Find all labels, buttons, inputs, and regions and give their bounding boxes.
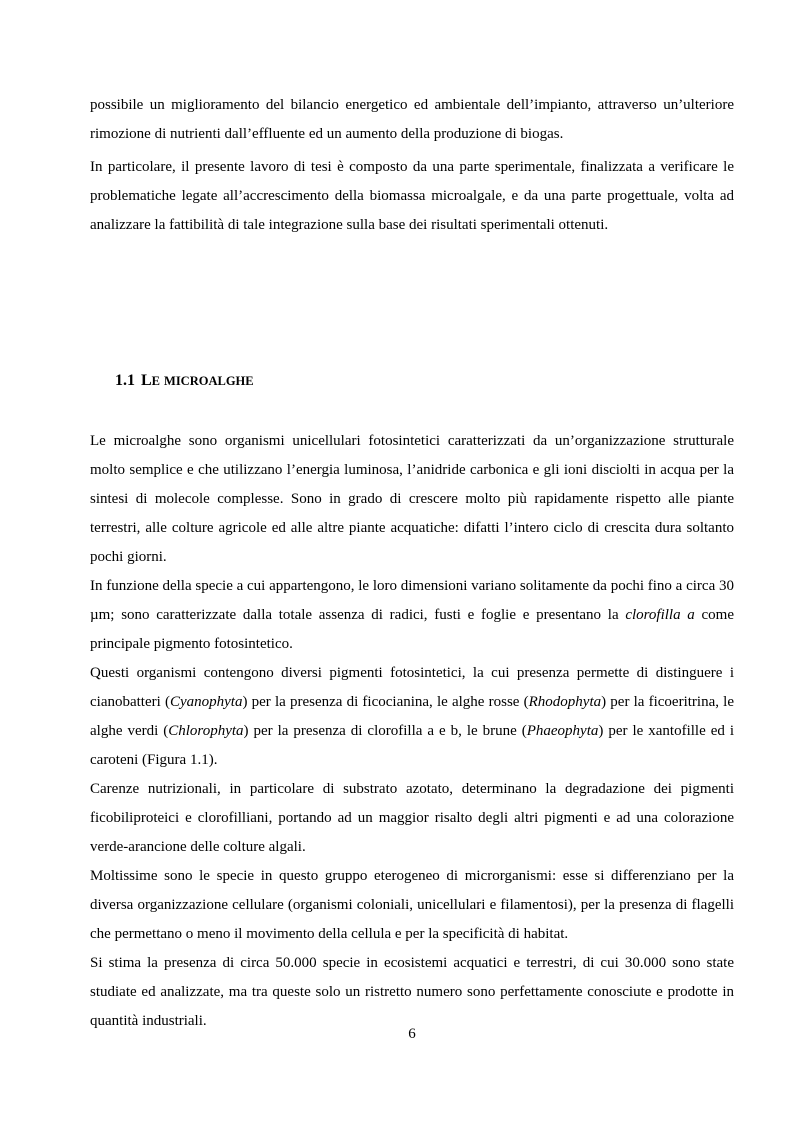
body-paragraph-3-text-b: ) per la presenza di ficocianina, le alghe rosse ( [242,694,529,710]
term-cyanophyta: Cyanophyta [169,694,243,710]
section-title-first-rest: E [151,374,161,388]
section-title-initial: L [141,372,152,389]
body-paragraph-3-text-d: ) per la presenza di clorofilla a e b, le brune ( [243,723,527,739]
body-paragraph-6: Si stima la presenza di circa 50.000 specie in ecosistemi acquatici e terrestri, di cui 30.000 sono state studiate ed analizzate, ma tra queste solo un ristretto numero sono perfettamente conosciute e prodotte in quantità industriali. [90,955,734,1029]
body-paragraph-3-text-a: Questi organismi contengono diversi pigmenti fotosintetici, la cui presenza permette di distinguere i cianobatteri ( [90,665,734,710]
body-paragraph-1: Le microalghe sono organismi unicellulari fotosintetici caratterizzati da un’organizzazione strutturale molto semplice e che utilizzano l’energia luminosa, l’anidride carbonica e gli ioni disciolti in acqua per la sintesi di molecole complesse. Sono in grado di crescere molto più rapidamente rispetto alle piante terrestri, alle colture agricole ed alle altre piante acquatiche: difatti l’intero ciclo di crescita dura soltanto pochi giorni. [90,433,734,565]
term-chlorophyta: Chlorophyta [168,723,244,739]
term-rhodophyta: Rhodophyta [528,694,602,710]
term-clorofilla-a: clorofilla a [625,607,695,623]
body-paragraph-4: Carenze nutrizionali, in particolare di substrato azotato, determinano la degradazione dei pigmenti ficobiliproteici e clorofilliani, portando ad un maggior risalto degli altri pigmenti e ad una colorazione verde-arancione delle colture algali. [90,781,734,855]
page-number: 6 [408,1026,416,1042]
section-number: 1.1 [115,372,135,389]
body-paragraph-3-text-e: ) per le xantofille ed i caroteni (Figura 1.1). [90,723,734,768]
intro-paragraph-1: possibile un miglioramento del bilancio energetico ed ambientale dell’impianto, attraverso un’ulteriore rimozione di nutrienti dall’effluente ed un aumento della produzione di biogas. [90,97,734,142]
term-phaeophyta: Phaeophyta [526,723,599,739]
intro-paragraph-2: In particolare, il presente lavoro di tesi è composto da una parte sperimentale, finalizzata a verificare le problematiche legate all’accrescimento della biomassa microalgale, e da una parte progettuale, volta ad analizzare la fattibilità di tale integrazione sulla base dei risultati sperimentali ottenuti. [90,159,734,233]
body-paragraph-3-text-c: ) per la ficoeritrina, le alghe verdi ( [90,694,734,739]
body-paragraph-3 [90,659,734,775]
body-paragraph-2-text-b: come principale pigmento fotosintetico. [90,607,735,652]
body-paragraph-2-text-a: In funzione della specie a cui appartengono, le loro dimensioni variano solitamente da pochi fino a circa 30 µm; sono caratterizzate dalla totale assenza di radici, fusti e foglie e presentano la [90,578,734,623]
body-paragraph-2 [90,572,734,659]
section-heading [115,372,254,390]
section-title-rest: MICROALGHE [164,374,254,388]
body-paragraph-5: Moltissime sono le specie in questo gruppo eterogeneo di microrganismi: esse si differenziano per la diversa organizzazione cellulare (organismi coloniali, unicellulari e filamentosi), per la presenza di flagelli che permettano o meno il movimento della cellula e per la specificità di habitat. [90,868,734,942]
section-body [90,427,734,1036]
